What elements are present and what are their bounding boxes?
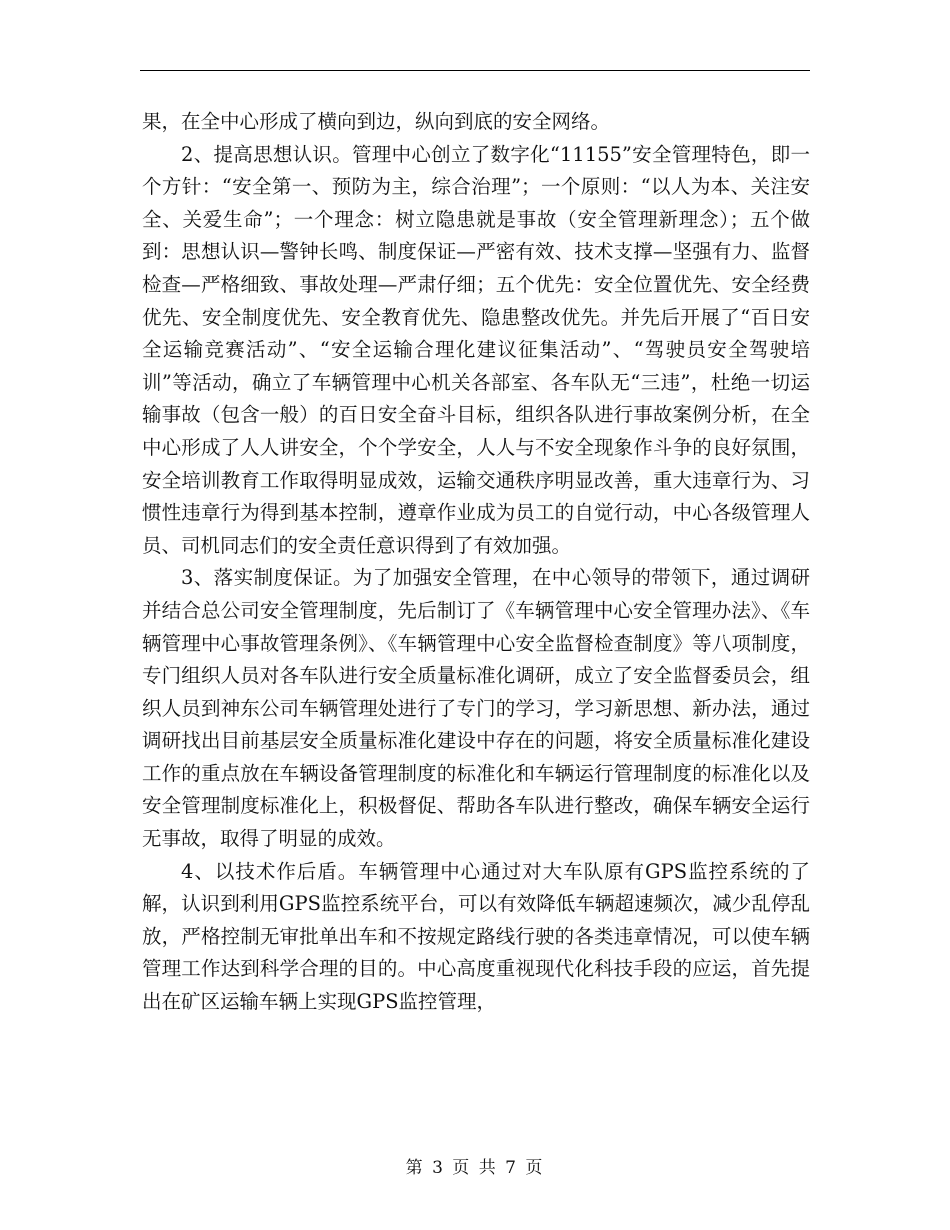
page-footer: 第 3 页 共 7 页 [405,1158,545,1178]
paragraph-continuation: 果，在全中心形成了横向到边，纵向到底的安全网络。 [142,110,611,133]
paragraph-thought-awareness: 2、提高思想认识。管理中心创立了数字化“11155”安全管理特色，即一个方针：“安全第一、预防为主，综合治理”；一个原则：“以人为本、关注安全、关爱生命”；一个理念：树立隐患就是事故（安全管理新理念）；五个做到：思想认识—警钟长鸣、制度保证—严密有效、技术支撑—坚强有力、监督检查—严格细致、事故处理—严肃仔细；五个优先：安全位置优先、安全经费优先、安全制度优先、安全教育优先、隐患整改优先。并先后开展了“百日安全运输竞赛活动”、“安全运输合理化建议征集活动”、“驾驶员安全驾驶培训”等活动，确立了车辆管理中心机关各部室、各车队无“三违”，杜绝一切运输事故（包含一般）的百日安全奋斗目标，组织各队进行事故案例分析，在全中心形成了人人讲安全，个个学安全，人人与不安全现象作斗争的良好氛围，安全培训教育工作取得明显成效，运输交通秩序明显改善，重大违章行为、习惯性违章行为得到基本控制，遵章作业成为员工的自觉行动，中心各级管理人员、司机同志们的安全责任意识得到了有效加强。 [142,142,810,557]
body-text [142,106,810,1019]
paragraph-technical-support: 4、以技术作后盾。车辆管理中心通过对大车队原有GPS监控系统的了解，认识到利用GPS监控系统平台，可以有效降低车辆超速频次，减少乱停乱放，严格控制无审批单出车和不按规定路线行驶的各类违章情况，可以使车辆管理工作达到科学合理的目的。中心高度重视现代化科技手段的应运，首先提出在矿区运输车辆上实现GPS监控管理， [142,859,810,1014]
header-rule [140,70,810,71]
paragraph-system-guarantee: 3、落实制度保证。为了加强安全管理，在中心领导的带领下，通过调研并结合总公司安全管理制度，先后制订了《车辆管理中心安全管理办法》、《车辆管理中心事故管理条例》、《车辆管理中心安全监督检查制度》等八项制度，专门组织人员对各车队进行安全质量标准化调研，成立了安全监督委员会，组织人员到神东公司车辆管理处进行了专门的学习，学习新思想、新办法，通过调研找出目前基层安全质量标准化建设中存在的问题，将安全质量标准化建设工作的重点放在车辆设备管理制度的标准化和车辆运行管理制度的标准化以及安全管理制度标准化上，积极督促、帮助各车队进行整改，确保车辆安全运行无事故，取得了明显的成效。 [142,566,810,851]
